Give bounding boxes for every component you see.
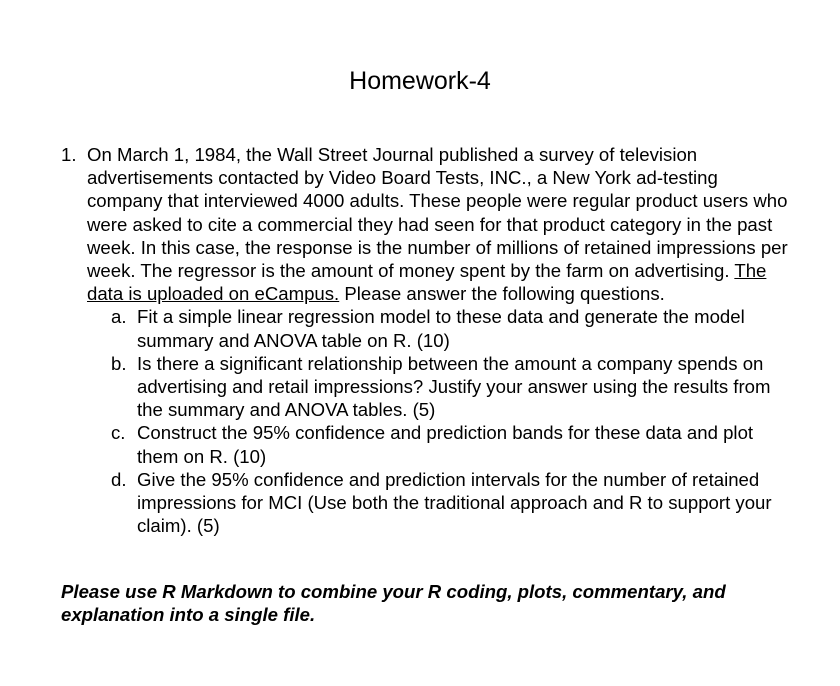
page-title: Homework-4 <box>349 67 491 95</box>
question-part-d <box>111 468 791 538</box>
question-part-a <box>111 305 791 351</box>
question-part-b <box>111 352 791 422</box>
submission-note: Please use R Markdown to combine your R coding, plots, commentary, and explanation into a single file. <box>61 581 726 626</box>
question-text-intro: On March 1, 1984, the Wall Street Journal published a survey of television advertisements contacted by Video Board Tests, INC., a New York ad-testing company that interviewed 4000 adults. These people were regular product users who were asked to cite a commercial they had seen for that product category in the past week. In this case, the response is the number of millions of retained impressions per week. The regressor is the amount of money spent by the farm on advertising. <box>87 144 788 282</box>
data-link[interactable]: The data is uploaded on eCampus. <box>87 260 767 305</box>
part-text: Construct the 95% confidence and prediction bands for these data and plot them on R. (10) <box>137 422 754 467</box>
part-letter: a. <box>111 306 127 328</box>
part-text: Give the 95% confidence and prediction intervals for the number of retained impressions for MCI (Use both the traditional approach and R to support your claim). (5) <box>137 468 772 537</box>
question-parts-list <box>111 305 791 537</box>
part-letter: b. <box>111 352 127 374</box>
part-letter: d. <box>111 468 127 490</box>
question-text <box>87 143 791 305</box>
part-text: Is there a significant relationship between the amount a company spends on advertising and retail impressions? Justify your answer using the results from the summary and ANOVA tables. (5) <box>137 352 771 421</box>
question-text-outro: Please answer the following questions. <box>339 283 665 305</box>
part-text: Fit a simple linear regression model to these data and generate the model summary and ANOVA table on R. (10) <box>137 306 745 351</box>
part-letter: c. <box>111 422 126 444</box>
question-1 <box>61 143 791 537</box>
question-part-c <box>111 421 791 467</box>
question-number: 1. <box>61 144 77 165</box>
